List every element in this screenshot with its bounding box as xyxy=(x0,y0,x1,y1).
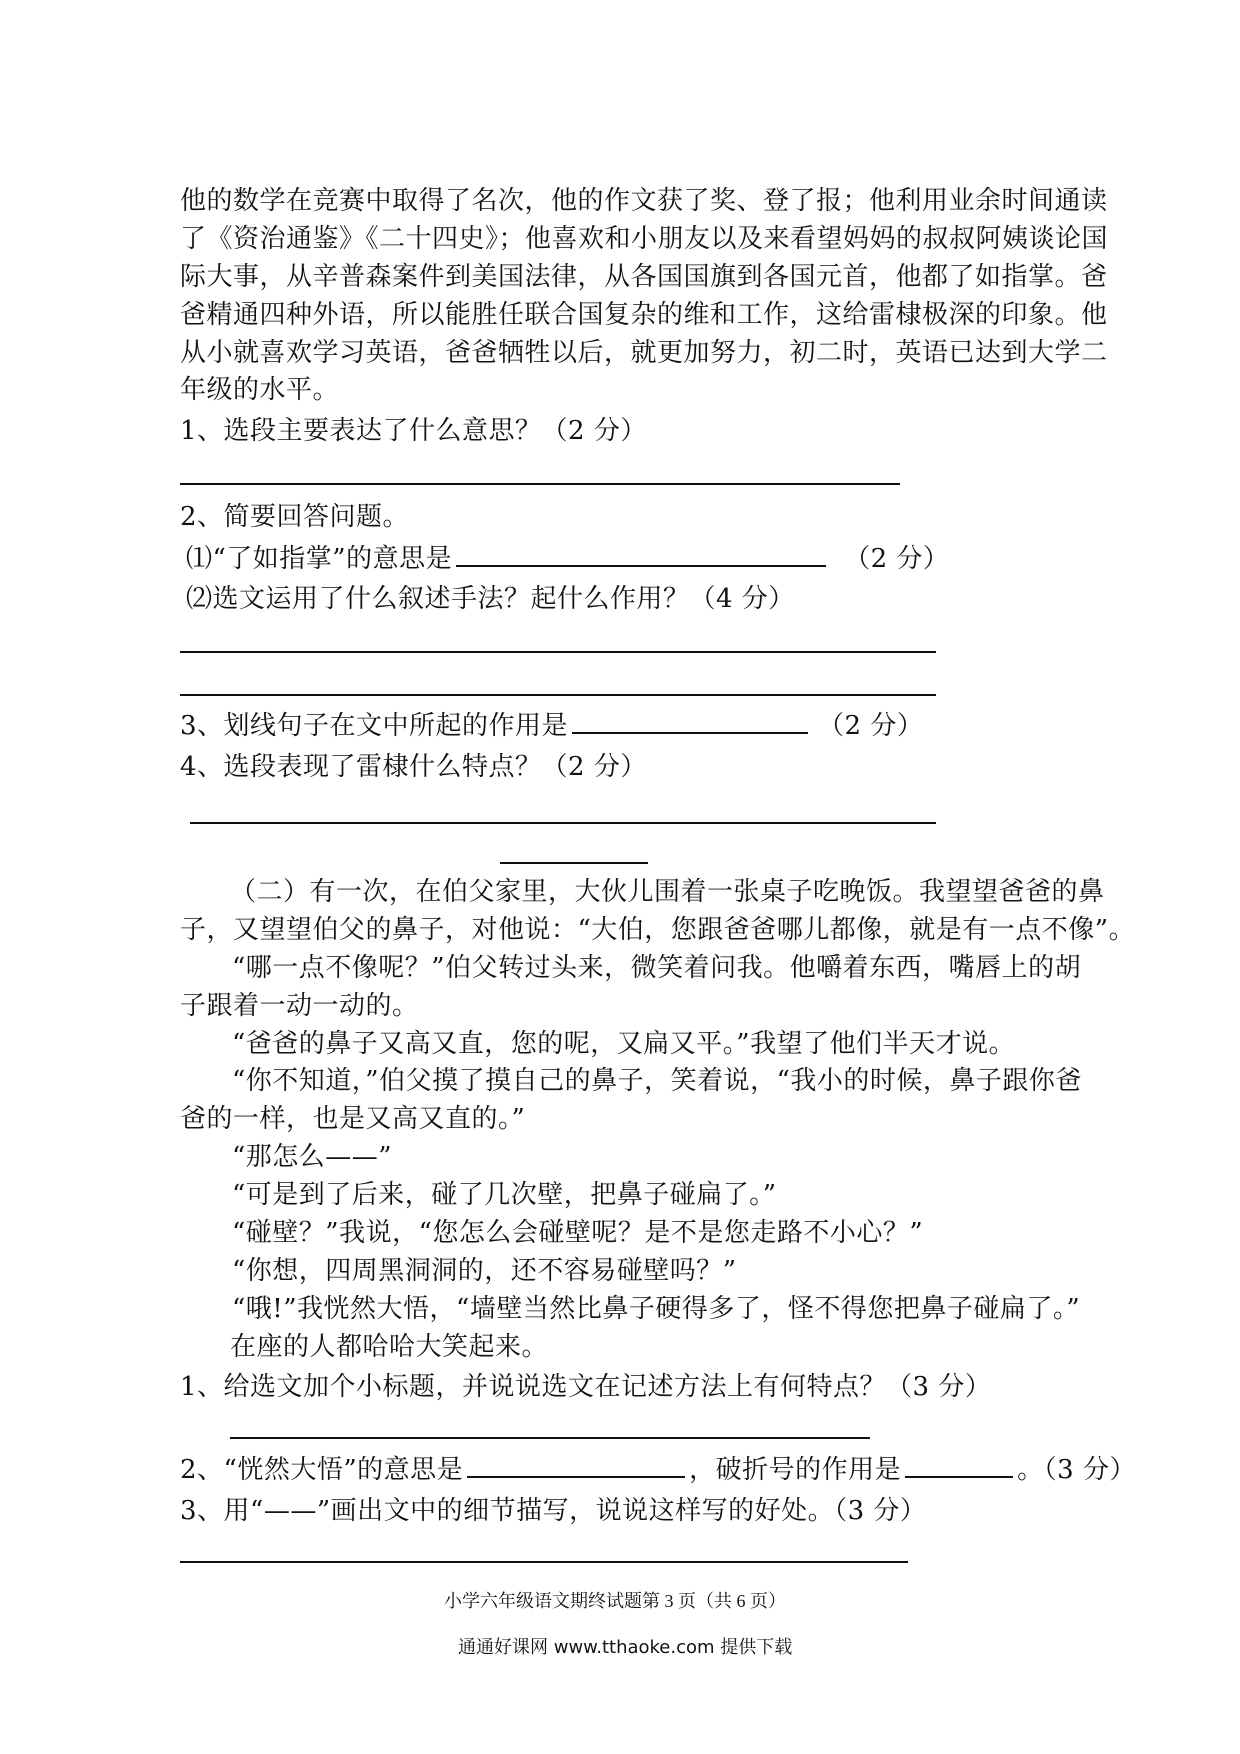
passage2-line-11: “你想，四周黑洞洞的，还不容易碰壁吗？” xyxy=(232,1256,737,1286)
question-1-2-1-text: ⑴“了如指掌”的意思是 xyxy=(186,544,453,574)
passage2-line-7: 爸的一样，也是又高又直的。” xyxy=(180,1104,526,1134)
question-1-3 xyxy=(180,708,923,743)
question-1-2-1 xyxy=(186,541,949,576)
passage1-line-1: 他的数学在竞赛中取得了名次，他的作文获了奖、登了报；他利用业余时间通读 xyxy=(180,186,1108,216)
passage2-line-9: “可是到了后来，碰了几次壁，把鼻子碰扁了。” xyxy=(232,1180,777,1210)
question-2-2-mid: ，破折号的作用是 xyxy=(689,1455,902,1485)
fill-blank[interactable] xyxy=(572,708,808,734)
question-2-3: 3、用“——”画出文中的细节描写，说说这样写的好处。（3 分） xyxy=(180,1496,927,1526)
answer-line[interactable] xyxy=(190,822,936,824)
divider xyxy=(500,862,648,864)
fill-blank[interactable] xyxy=(456,541,826,567)
passage2-line-6: “你不知道，”伯父摸了摸自己的鼻子，笑着说，“我小的时候，鼻子跟你爸 xyxy=(232,1066,1082,1096)
fill-blank[interactable] xyxy=(467,1452,685,1478)
question-1-4: 4、选段表现了雷棣什么特点？（2 分） xyxy=(180,752,647,782)
passage1-line-4: 爸精通四种外语，所以能胜任联合国复杂的维和工作，这给雷棣极深的印象。他 xyxy=(180,300,1108,330)
answer-line[interactable] xyxy=(180,651,936,653)
page-footer: 小学六年级语文期终试题第 3 页（共 6 页） xyxy=(444,1591,786,1611)
score-label: 。（3 分） xyxy=(1017,1455,1136,1485)
fill-blank[interactable] xyxy=(905,1452,1013,1478)
passage1-line-5: 从小就喜欢学习英语，爸爸牺牲以后，就更加努力，初二时，英语已达到大学二 xyxy=(180,338,1108,368)
score-label: （2 分） xyxy=(844,544,950,574)
score-label: （2 分） xyxy=(818,711,924,741)
passage2-line-8: “那怎么——” xyxy=(232,1142,393,1172)
answer-line[interactable] xyxy=(230,1437,870,1439)
question-2-2-text: 2、“恍然大悟”的意思是 xyxy=(180,1455,464,1485)
answer-line[interactable] xyxy=(180,1561,908,1563)
passage2-line-12: “哦!”我恍然大悟，“墙壁当然比鼻子硬得多了，怪不得您把鼻子碰扁了。” xyxy=(232,1294,1081,1324)
passage1-line-6: 年级的水平。 xyxy=(180,375,340,405)
question-1-3-text: 3、划线句子在文中所起的作用是 xyxy=(180,711,569,741)
question-1-1: 1、选段主要表达了什么意思？（2 分） xyxy=(180,416,647,446)
passage2-line-2: 子，又望望伯父的鼻子，对他说：“大伯，您跟爸爸哪儿都像，就是有一点不像”。 xyxy=(180,915,1136,945)
passage2-line-3: “哪一点不像呢？”伯父转过头来，微笑着问我。他嚼着东西，嘴唇上的胡 xyxy=(232,953,1082,983)
site-credit: 通通好课网 www.tthaoke.com 提供下载 xyxy=(458,1637,793,1658)
question-1-2-2: ⑵选文运用了什么叙述手法？起什么作用？（4 分） xyxy=(186,584,795,614)
passage2-line-10: “碰壁？”我说，“您怎么会碰壁呢？是不是您走路不小心？” xyxy=(232,1218,924,1248)
passage2-line-5: “爸爸的鼻子又高又直，您的呢，又扁又平。”我望了他们半天才说。 xyxy=(232,1029,1016,1059)
answer-line[interactable] xyxy=(180,694,936,696)
answer-line[interactable] xyxy=(180,483,900,485)
passage1-line-3: 际大事，从辛普森案件到美国法律，从各国国旗到各国元首，他都了如指掌。爸 xyxy=(180,262,1108,292)
passage2-line-13: 在座的人都哈哈大笑起来。 xyxy=(230,1332,549,1362)
passage2-line-1: （二）有一次，在伯父家里，大伙儿围着一张桌子吃晚饭。我望望爸爸的鼻 xyxy=(230,877,1105,907)
passage1-line-2: 了《资治通鉴》《二十四史》；他喜欢和小朋友以及来看望妈妈的叔叔阿姨谈论国 xyxy=(180,224,1109,254)
question-1-2: 2、简要回答问题。 xyxy=(180,502,410,532)
question-2-2 xyxy=(180,1452,1136,1487)
question-2-1: 1、给选文加个小标题，并说说选文在记述方法上有何特点？（3 分） xyxy=(180,1372,992,1402)
passage2-line-4: 子跟着一动一动的。 xyxy=(180,991,419,1021)
